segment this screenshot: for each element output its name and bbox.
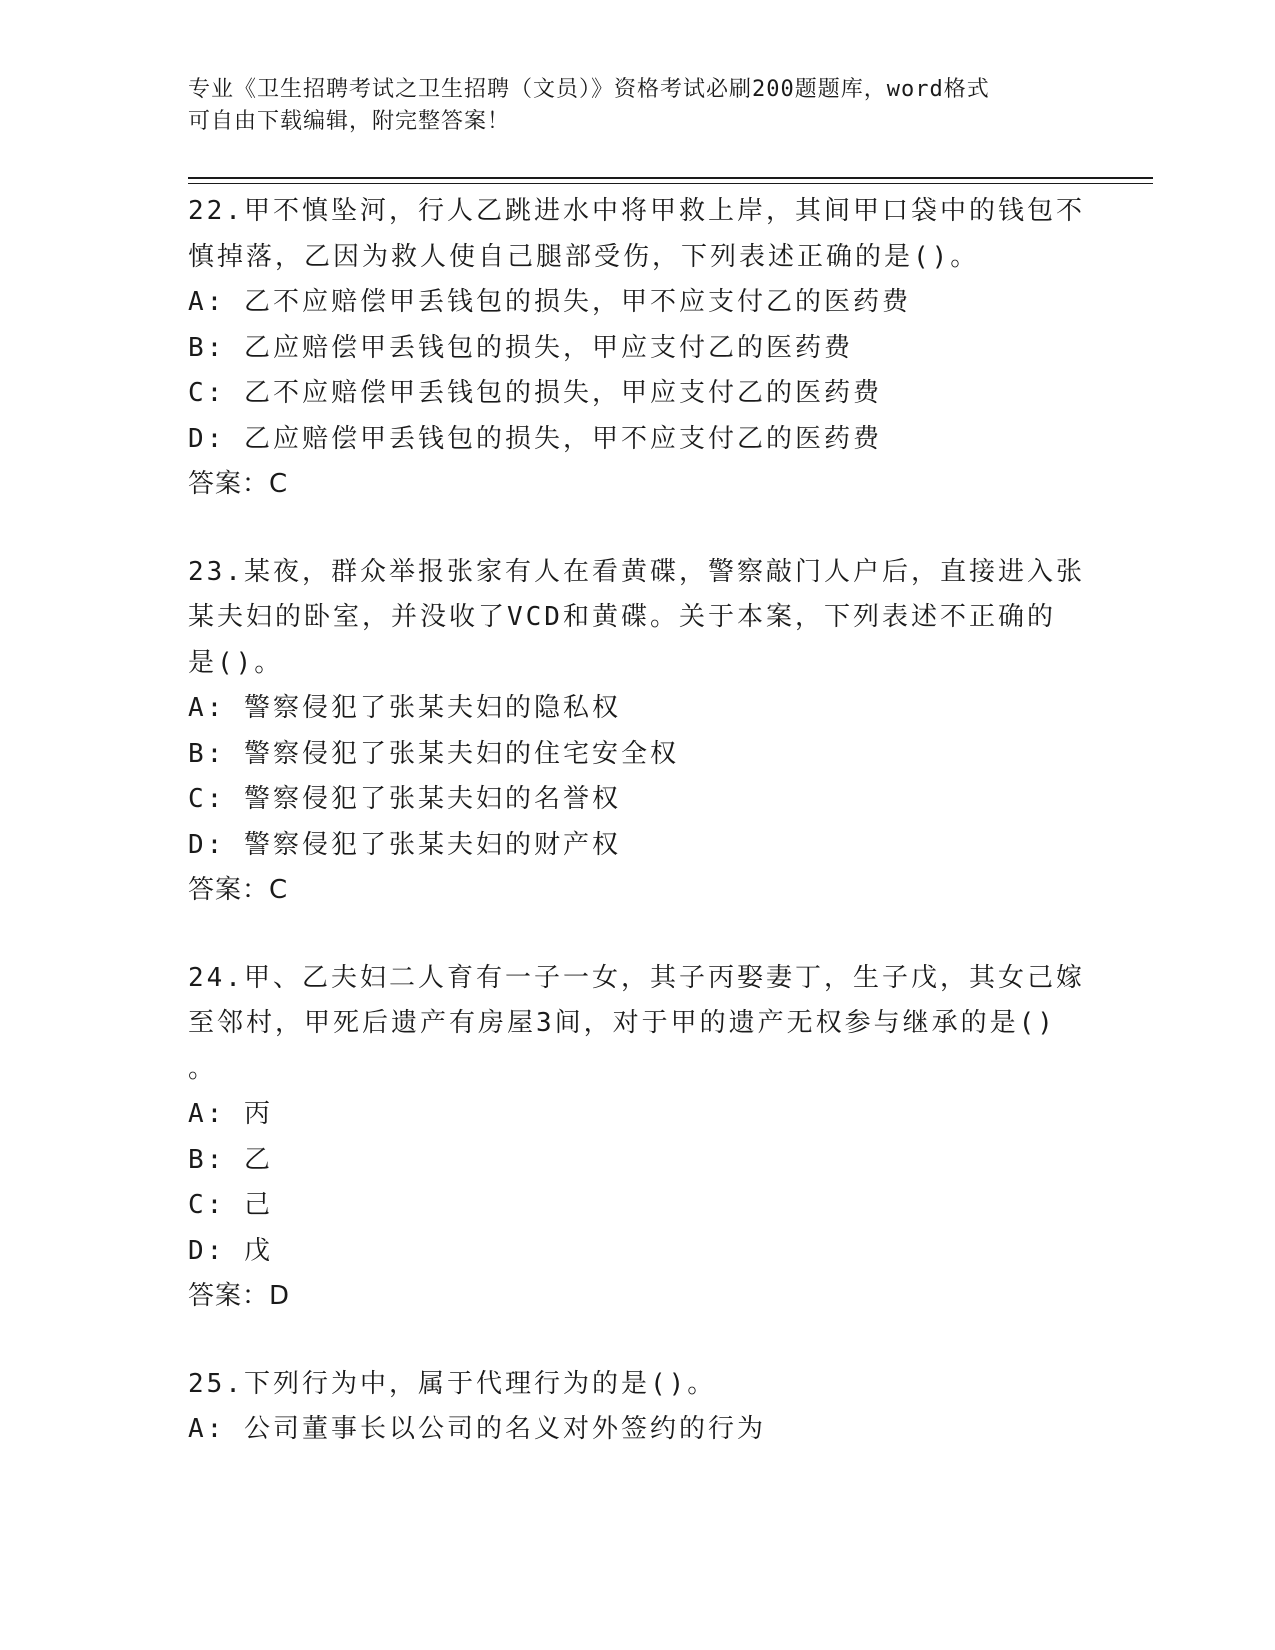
question-stem-line: 。 [188,1053,218,1084]
question-22 [188,189,1088,508]
question-stem-line: 23.某夜，群众举报张家有人在看黄碟，警察敲门人户后，直接进入张 [188,556,1085,587]
option-c: C: 警察侵犯了张某夫妇的名誉权 [188,784,621,814]
answer-text: 答案：D [188,1281,291,1311]
question-stem-line: 24.甲、乙夫妇二人育有一子一女，其子丙娶妻丁，生子戊，其女己嫁 [188,962,1085,993]
question-stem-line: 22.甲不慎坠河，行人乙跳进水中将甲救上岸，其间甲口袋中的钱包不 [188,196,1085,226]
option-c: C: 己 [188,1190,273,1220]
option-b: B: 乙 [188,1144,273,1175]
answer-text: 答案：C [188,875,289,905]
question-23 [188,550,1088,914]
header-line-1: 专业《卫生招聘考试之卫生招聘（文员）》资格考试必刷200题题库，word格式 [188,77,990,102]
question-stem-line: 是()。 [188,647,284,678]
option-d: D: 乙应赔偿甲丢钱包的损失，甲不应支付乙的医药费 [188,423,882,454]
question-list [188,189,1088,1495]
option-b: B: 乙应赔偿甲丢钱包的损失，甲应支付乙的医药费 [188,332,853,363]
option-d: D: 戊 [188,1235,273,1266]
question-stem-line: 慎掉落，乙因为救人使自己腿部受伤，下列表述正确的是()。 [188,241,980,272]
option-a: A: 公司董事长以公司的名义对外签约的行为 [188,1414,766,1444]
question-25 [188,1362,1088,1453]
option-c: C: 乙不应赔偿甲丢钱包的损失，甲应支付乙的医药费 [188,378,882,408]
question-stem-line: 至邻村，甲死后遗产有房屋3间，对于甲的遗产无权参与继承的是() [188,1008,1056,1038]
option-a: A: 丙 [188,1099,273,1129]
document-header [188,74,1068,138]
header-divider-thick [188,177,1153,179]
option-b: B: 警察侵犯了张某夫妇的住宅安全权 [188,738,679,769]
option-a: A: 警察侵犯了张某夫妇的隐私权 [188,693,621,723]
question-stem-line: 某夫妇的卧室，并没收了VCD和黄碟。关于本案，下列表述不正确的 [188,602,1056,632]
header-divider-thin [188,183,1153,184]
question-24 [188,956,1088,1320]
answer-text: 答案：C [188,469,289,499]
header-line-2: 可自由下载编辑，附完整答案！ [188,109,511,134]
option-d: D: 警察侵犯了张某夫妇的财产权 [188,829,621,860]
option-a: A: 乙不应赔偿甲丢钱包的损失，甲不应支付乙的医药费 [188,287,911,317]
question-stem-line: 25.下列行为中，属于代理行为的是()。 [188,1368,717,1399]
